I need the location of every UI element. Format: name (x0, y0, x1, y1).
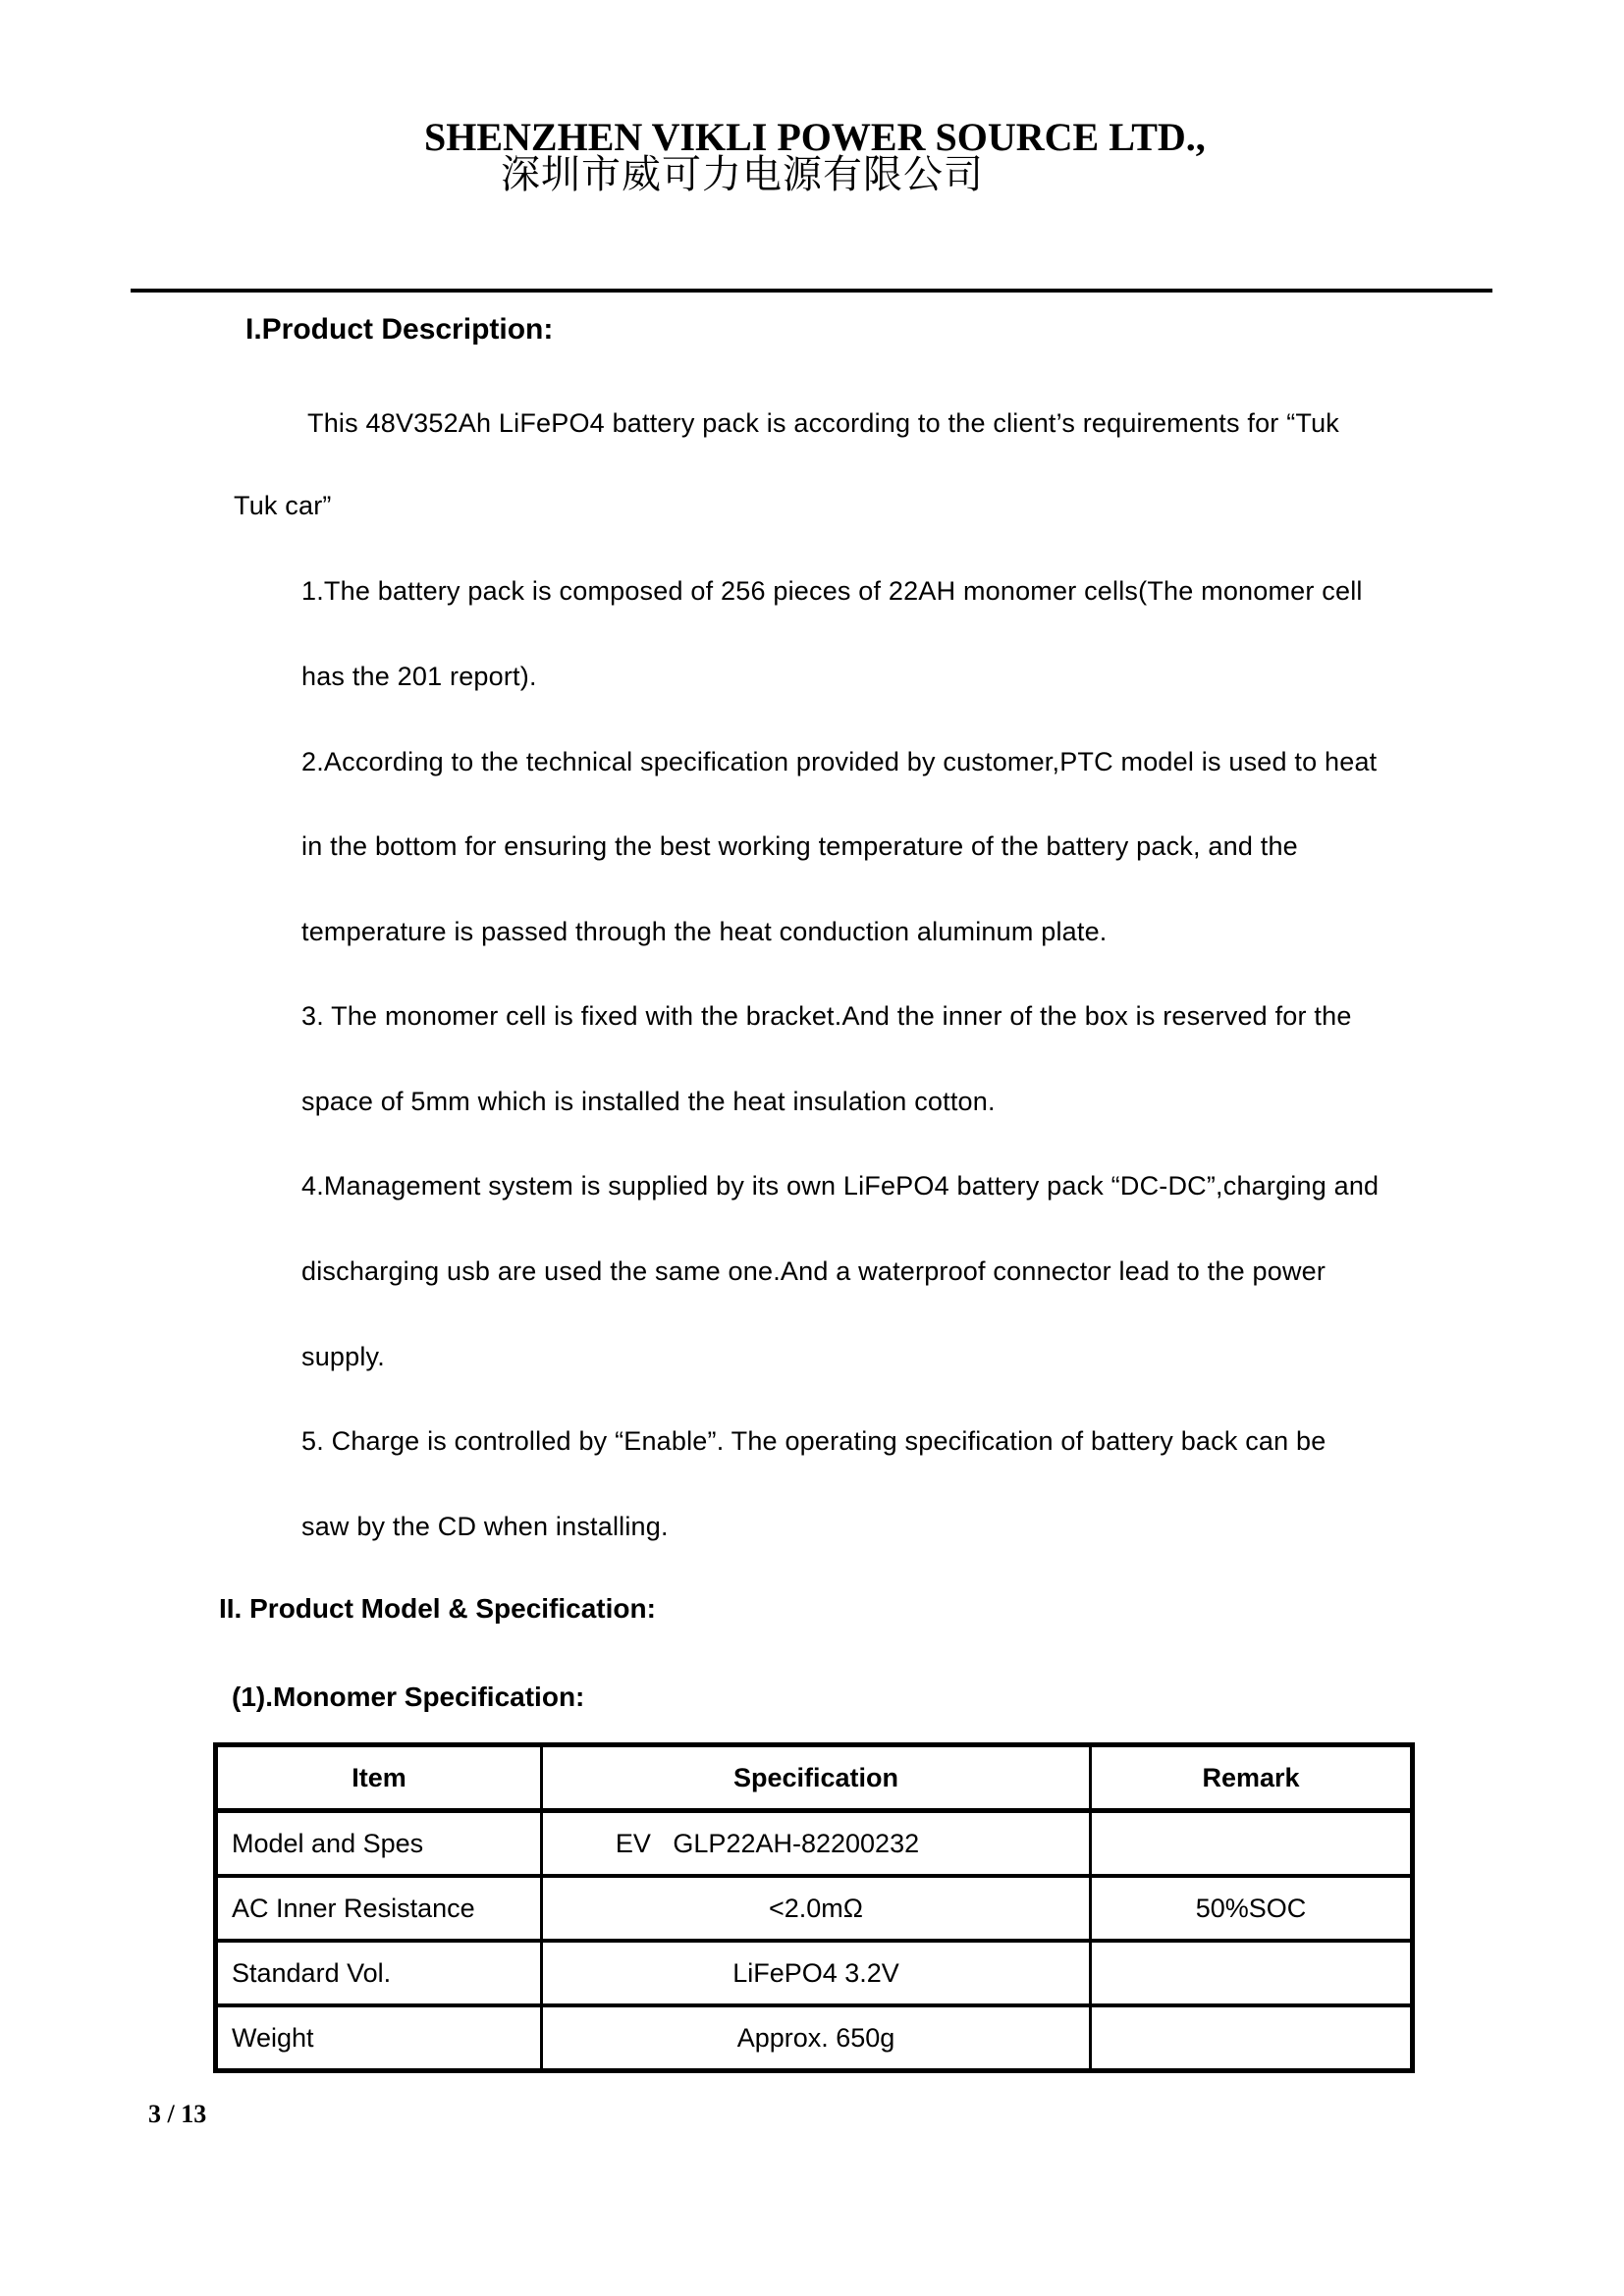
paragraph-line: in the bottom for ensuring the best working temperature of the battery pack, and the (301, 831, 1298, 861)
table-cell-spec: EV GLP22AH-82200232 (542, 1811, 1091, 1877)
paragraph-line: space of 5mm which is installed the heat insulation cotton. (301, 1087, 996, 1116)
table-cell-remark (1091, 2005, 1413, 2071)
paragraph-line: supply. (301, 1342, 385, 1371)
paragraph-line: 3. The monomer cell is fixed with the bracket.And the inner of the box is reserved for the (301, 1001, 1352, 1031)
company-name-chinese: 深圳市威可力电源有限公司 (501, 152, 984, 196)
section-product-description-heading: I.Product Description: (245, 313, 554, 346)
section-product-model-heading: II. Product Model & Specification: (219, 1593, 656, 1624)
subsection-monomer-spec-heading: (1).Monomer Specification: (232, 1682, 585, 1712)
paragraph-line: 1.The battery pack is composed of 256 pieces of 22AH monomer cells(The monomer cell (301, 576, 1363, 606)
monomer-spec-table (213, 1742, 1415, 2073)
table-row (216, 1811, 1413, 1877)
table-cell-item: Standard Vol. (216, 1941, 542, 2005)
table-cell-item: Weight (216, 2005, 542, 2071)
page-number: 3 / 13 (148, 2100, 207, 2128)
paragraph-line: 5. Charge is controlled by “Enable”. The operating specification of battery back can be (301, 1426, 1326, 1456)
paragraph-line: 4.Management system is supplied by its own LiFePO4 battery pack “DC-DC”,charging and (301, 1171, 1380, 1201)
company-name-english: SHENZHEN VIKLI POWER SOURCE LTD., (424, 115, 1206, 159)
table-header-item: Item (216, 1745, 542, 1811)
paragraph-line: discharging usb are used the same one.And a waterproof connector lead to the power (301, 1256, 1326, 1286)
table-cell-remark (1091, 1941, 1413, 2005)
paragraph-line: temperature is passed through the heat conduction aluminum plate. (301, 917, 1108, 946)
paragraph-line: 2.According to the technical specification provided by customer,PTC model is used to heat (301, 747, 1378, 776)
table-cell-remark (1091, 1811, 1413, 1877)
paragraph-line: has the 201 report). (301, 662, 537, 691)
table-cell-spec: LiFePO4 3.2V (542, 1941, 1091, 2005)
table-row (216, 1876, 1413, 1941)
table-cell-spec: Approx. 650g (542, 2005, 1091, 2071)
table-row (216, 2005, 1413, 2071)
paragraph-line: This 48V352Ah LiFePO4 battery pack is according to the client’s requirements for “Tuk (307, 408, 1340, 438)
header-divider-rule (131, 289, 1492, 293)
table-header-remark: Remark (1091, 1745, 1413, 1811)
paragraph-line: Tuk car” (234, 491, 332, 520)
table-cell-item: Model and Spes (216, 1811, 542, 1877)
table-cell-spec: <2.0mΩ (542, 1876, 1091, 1941)
table-row (216, 1941, 1413, 2005)
table-cell-remark: 50%SOC (1091, 1876, 1413, 1941)
table-cell-item: AC Inner Resistance (216, 1876, 542, 1941)
table-header-row (216, 1745, 1413, 1811)
paragraph-line: saw by the CD when installing. (301, 1512, 669, 1541)
table-header-specification: Specification (542, 1745, 1091, 1811)
